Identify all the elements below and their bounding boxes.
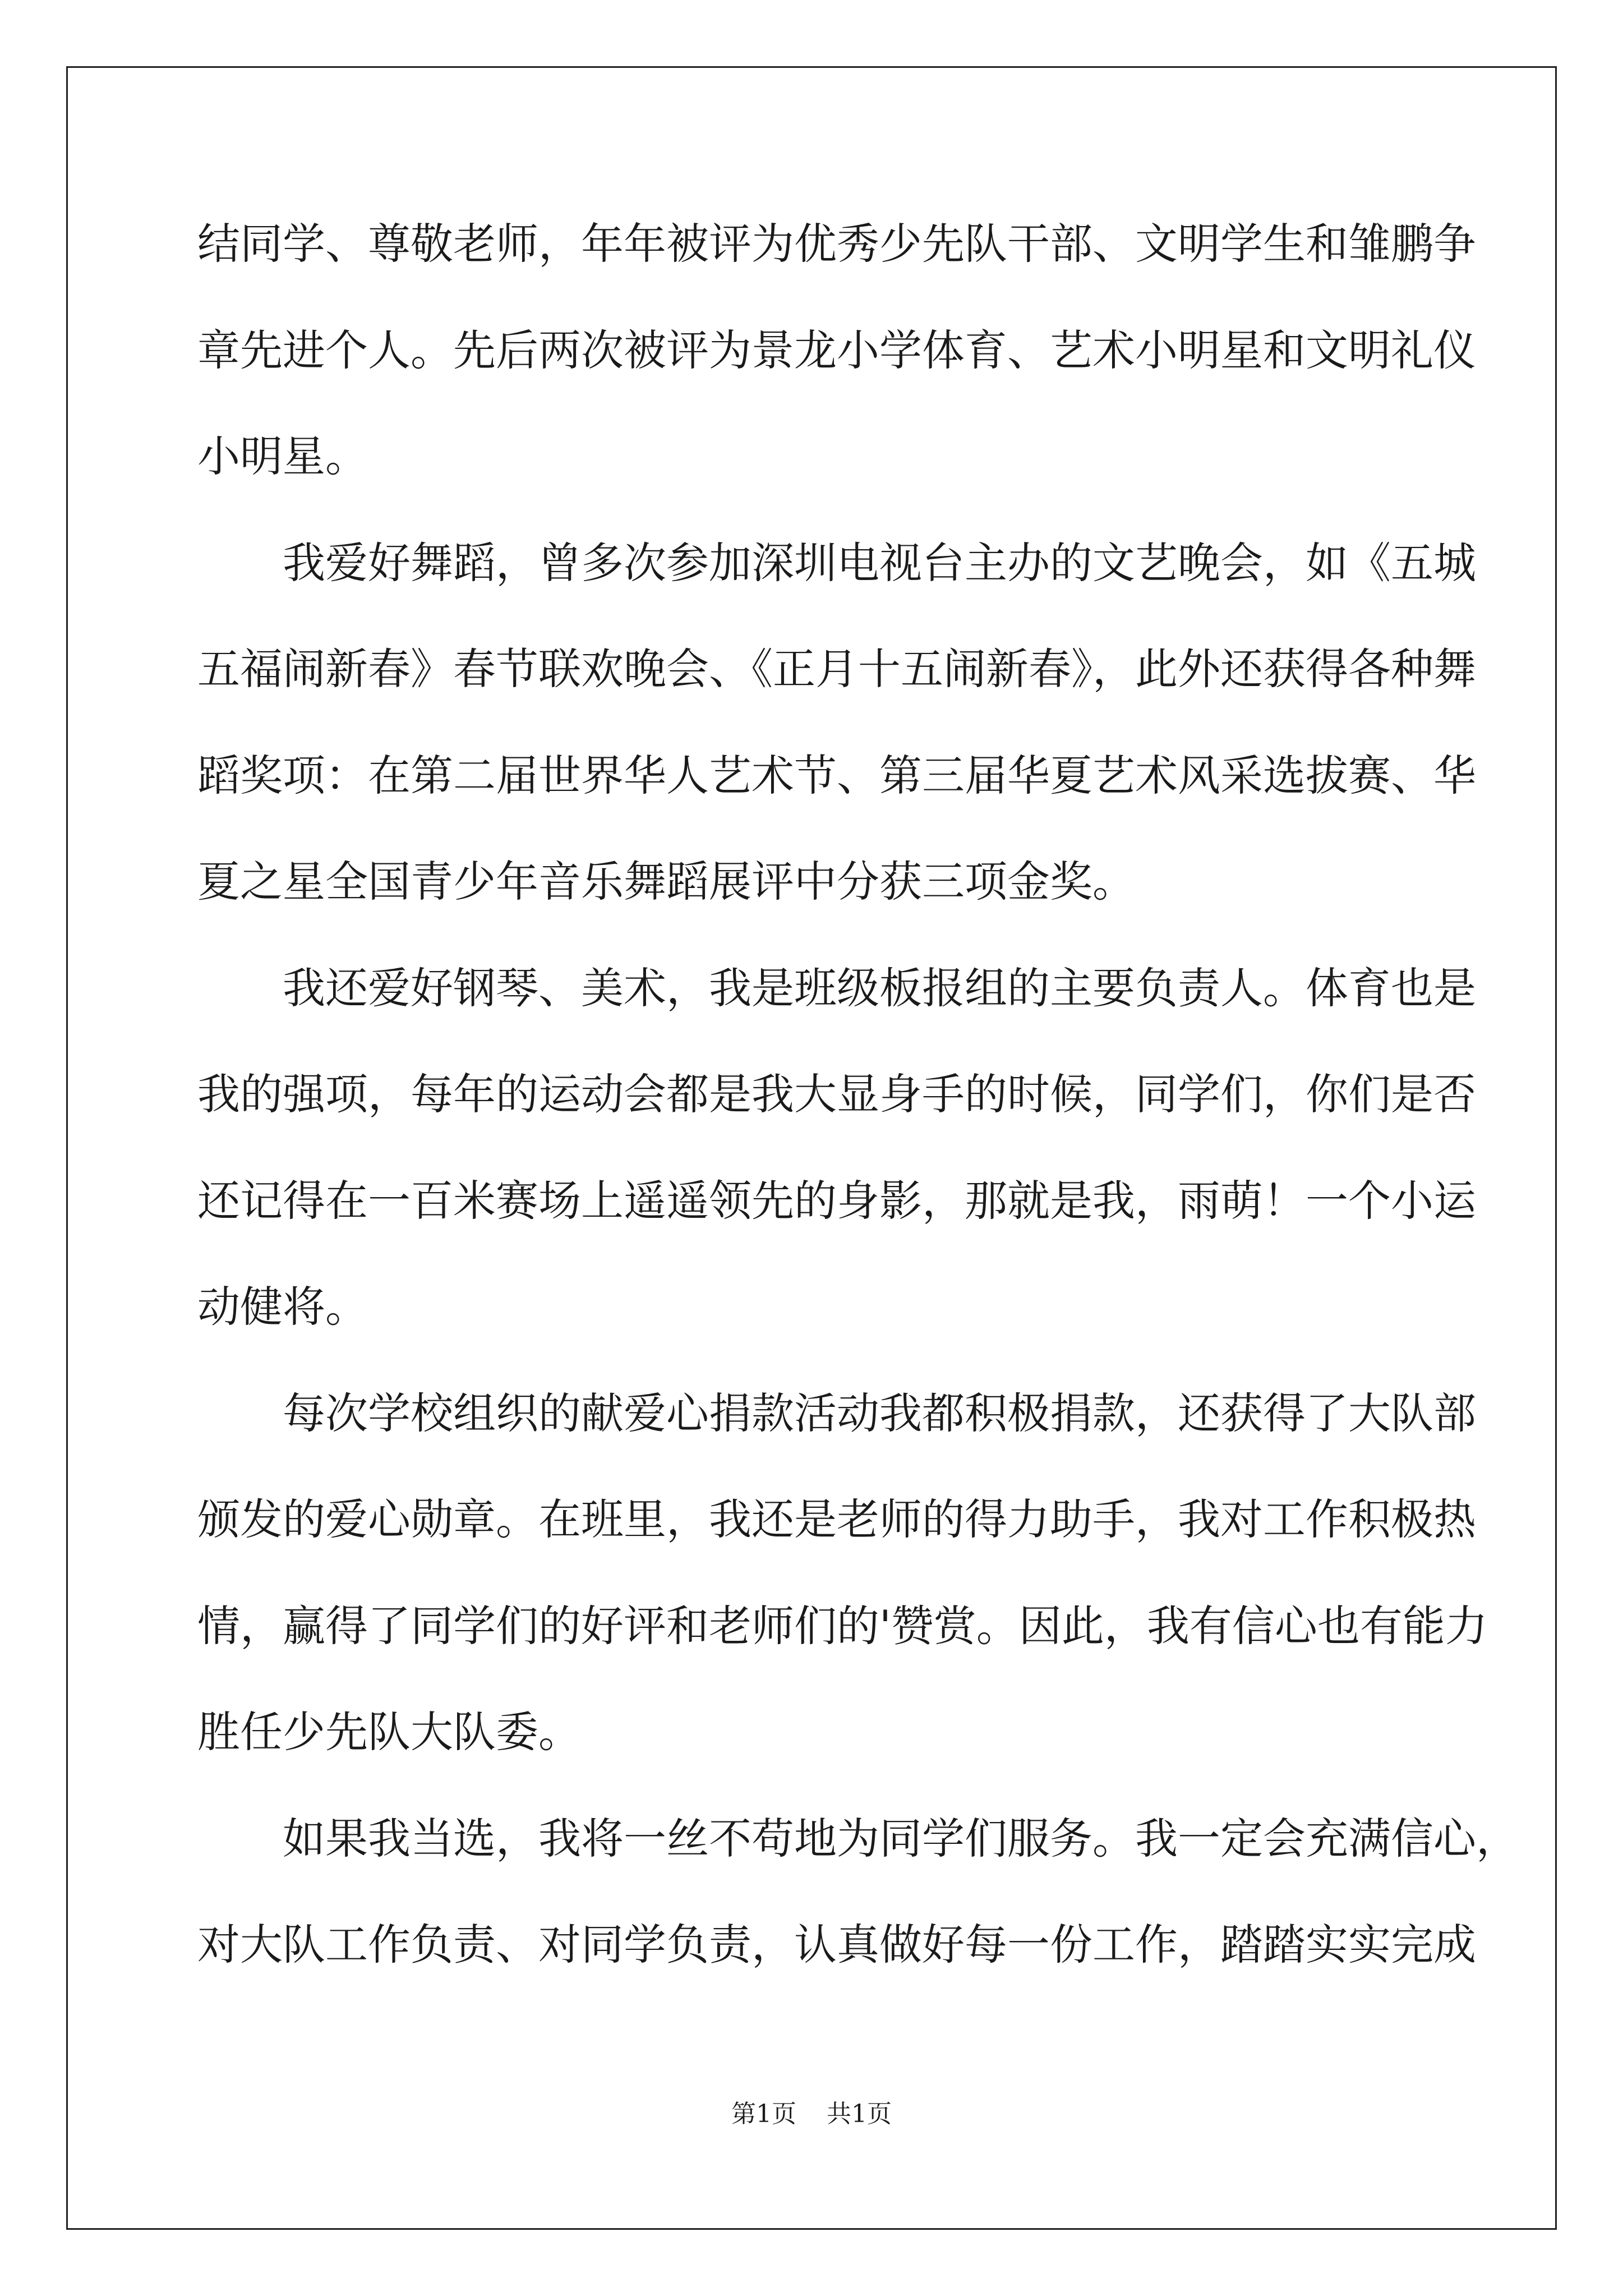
text-line: 动健将。 [197, 1282, 368, 1332]
text-line: 胜任少先队大队委。 [197, 1707, 581, 1757]
text-line: 章先进个人。先后两次被评为景龙小学体育、艺术小明星和文明礼仪 [197, 325, 1476, 375]
text-line: 蹈奖项：在第二届世界华人艺术节、第三届华夏艺术风采选拔赛、华 [197, 750, 1476, 800]
text-line: 颁发的爱心勋章。在班里，我还是老师的得力助手，我对工作积极热 [197, 1494, 1476, 1544]
text-line: 我的强项，每年的运动会都是我大显身手的时候，同学们，你们是否 [197, 1069, 1476, 1119]
text-line: 还记得在一百米赛场上遥遥领先的身影，那就是我，雨萌！一个小运 [197, 1175, 1476, 1226]
text-line: 五福闹新春》春节联欢晚会、《正月十五闹新春》，此外还获得各种舞 [197, 644, 1476, 694]
text-line: 情，赢得了同学们的好评和老师们的'赞赏。因此，我有信心也有能力 [197, 1600, 1488, 1651]
page-number: 第1页 [731, 2100, 796, 2128]
text-line: 结同学、尊敬老师，年年被评为优秀少先队干部、文明学生和雏鹏争 [197, 219, 1476, 269]
text-line: 每次学校组织的献爱心捐款活动我都积极捐款，还获得了大队部 [283, 1388, 1476, 1438]
page-total: 共1页 [827, 2100, 892, 2128]
text-line: 如果我当选，我将一丝不苟地为同学们服务。我一定会充满信心， [283, 1813, 1519, 1864]
text-line: 对大队工作负责、对同学负责，认真做好每一份工作，踏踏实实完成 [197, 1920, 1476, 1970]
text-line: 我还爱好钢琴、美术，我是班级板报组的主要负责人。体育也是 [283, 963, 1476, 1013]
text-line: 夏之星全国青少年音乐舞蹈展评中分获三项金奖。 [197, 857, 1135, 907]
text-line: 小明星。 [197, 431, 368, 481]
page-footer [0, 2093, 1623, 2129]
document-body [197, 191, 1519, 1998]
text-line: 我爱好舞蹈，曾多次参加深圳电视台主办的文艺晚会，如《五城 [283, 537, 1476, 588]
